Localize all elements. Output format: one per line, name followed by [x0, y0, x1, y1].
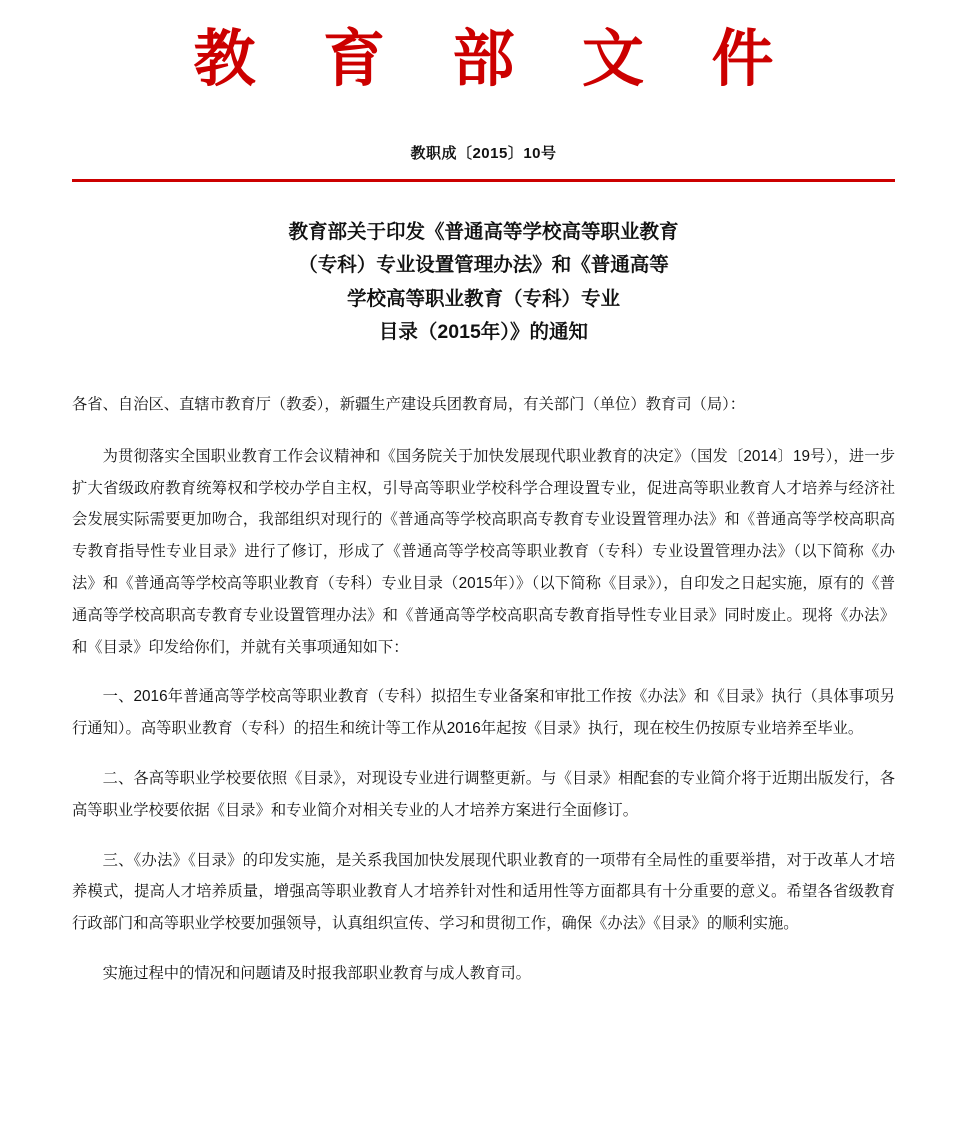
document-number: 教职成〔2015〕10号 — [410, 144, 557, 162]
title-line-4: 目录（2015年）》的通知 — [378, 321, 589, 344]
body-paragraph-4: 三、《办法》《目录》的印发实施，是关系我国加快发展现代职业教育的一项带有全局性的重要举措，对于改革人才培养模式，提高人才培养质量，增强高等职业教育人才培养针对性和适用性等方面都具有十分重要的意义。希望各省级教育行政部门和高等职业学校要加强领导，认真组织宣传、学习和贯彻工作，确保《办法》《目录》的顺利实施。 — [72, 851, 895, 933]
addressee-line: 各省、自治区、直辖市教育厅（教委），新疆生产建设兵团教育局，有关部门（单位）教育司（局）： — [72, 395, 746, 413]
body-paragraph-5: 实施过程中的情况和问题请及时报我部职业教育与成人教育司。 — [102, 965, 531, 983]
masthead-title: 教 育 部 文 件 — [193, 26, 800, 94]
page-title — [72, 216, 895, 350]
body-paragraph-3: 二、各高等职业学校要依照《目录》，对现设专业进行调整更新。与《目录》相配套的专业简介将于近期出版发行，各高等职业学校要依据《目录》和专业简介对相关专业的人才培养方案进行全面修订。 — [72, 770, 895, 819]
red-divider-rule — [72, 179, 895, 182]
title-line-1: 教育部关于印发《普通高等学校高等职业教育 — [288, 220, 679, 243]
title-line-2: （专科）专业设置管理办法》和《普通高等 — [298, 254, 669, 277]
body-paragraph-2: 一、2016年普通高等学校高等职业教育（专科）拟招生专业备案和审批工作按《办法》和《目录》执行（具体事项另行通知）。高等职业教育（专科）的招生和统计等工作从2016年起按《目录》执行，现在校生仍按原专业培养至毕业。 — [72, 688, 895, 738]
body-paragraph-1: 为贯彻落实全国职业教育工作会议精神和《国务院关于加快发展现代职业教育的决定》（国发〔2014〕19号），进一步扩大省级政府教育统筹权和学校办学自主权，引导高等职业学校科学合理设置专业，促进高等职业教育人才培养与经济社会发展实际需要更加吻合，我部组织对现行的《普通高等学校高职高专教育专业设置管理办法》和《普通高等学校高职高专教育指导性专业目录》进行了修订，形成了《普通高等学校高等职业教育（专科）专业设置管理办法》（以下简称《办法》和《普通高等学校高等职业教育（专科）专业目录（2015年）》（以下简称《目录》），自印发之日起实施，原有的《普通高等学校高职高专教育专业设置管理办法》和《普通高等学校高职高专教育指导性专业目录》同时废止。现将《办法》和《目录》印发给你们，并就有关事项通知如下： — [72, 447, 895, 656]
title-line-3: 学校高等职业教育（专科）专业 — [346, 287, 620, 310]
